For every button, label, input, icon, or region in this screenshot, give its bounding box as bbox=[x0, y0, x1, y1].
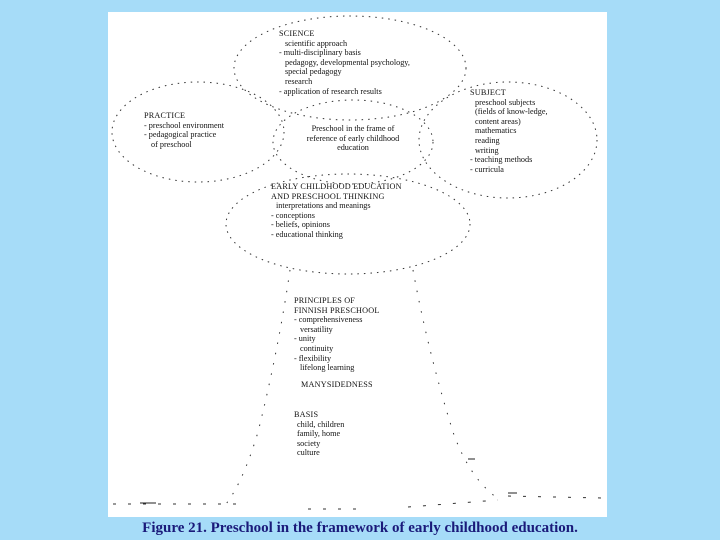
subject-line: mathematics bbox=[475, 126, 517, 136]
practice-line: - pedagogical practice bbox=[144, 130, 217, 140]
center-note-line: reference of early childhood bbox=[306, 133, 400, 143]
science-line: special pedagogy bbox=[285, 67, 342, 77]
principles-line: continuity bbox=[300, 343, 334, 353]
principles-line: - unity bbox=[294, 334, 316, 344]
principles-line: - comprehensiveness bbox=[294, 315, 363, 325]
thinking-line: interpretations and meanings bbox=[276, 201, 371, 211]
science-block bbox=[279, 29, 410, 96]
thinking-line: - educational thinking bbox=[271, 229, 343, 239]
cone-right-line bbox=[413, 270, 500, 500]
basis-heading: BASIS bbox=[294, 410, 319, 419]
basis-line: family, home bbox=[297, 429, 341, 439]
science-line: - application of research results bbox=[279, 86, 382, 96]
basis-line: society bbox=[297, 438, 321, 448]
principles-line: lifelong learning bbox=[300, 363, 355, 373]
center-note-line: education bbox=[337, 143, 369, 153]
practice-block bbox=[144, 111, 224, 149]
science-line: pedagogy, developmental psychology, bbox=[285, 57, 410, 67]
base-line bbox=[113, 496, 603, 509]
thinking-line: - beliefs, opinions bbox=[271, 220, 330, 230]
center-note bbox=[288, 124, 418, 153]
subject-line: - curricula bbox=[470, 164, 504, 174]
basis-line: culture bbox=[297, 448, 320, 458]
principles-heading: FINNISH PRESCHOOL bbox=[294, 305, 380, 315]
subject-line: preschool subjects bbox=[475, 97, 536, 107]
practice-heading: PRACTICE bbox=[144, 111, 186, 120]
many-sidedness-block bbox=[301, 380, 373, 390]
figure-caption: Figure 21. Preschool in the framework of early childhood education. bbox=[142, 520, 578, 536]
practice-line: of preschool bbox=[151, 139, 192, 149]
science-line: research bbox=[285, 76, 313, 86]
cone-left-line bbox=[226, 270, 290, 504]
subject-line: reading bbox=[475, 135, 500, 145]
principles-line: versatility bbox=[300, 324, 333, 334]
science-line: scientific approach bbox=[285, 38, 348, 48]
subject-line: - teaching methods bbox=[470, 155, 533, 165]
principles-heading: PRINCIPLES OF bbox=[294, 296, 356, 305]
many-sidedness-label: MANYSIDEDNESS bbox=[301, 380, 373, 389]
science-heading: SCIENCE bbox=[279, 29, 315, 38]
thinking-block bbox=[271, 182, 402, 240]
thinking-line: - conceptions bbox=[271, 210, 315, 220]
subject-line: (fields of know-ledge, bbox=[475, 107, 548, 117]
center-note-line: Preschool in the frame of bbox=[311, 124, 395, 133]
basis-block bbox=[294, 410, 344, 458]
thinking-heading: AND PRESCHOOL THINKING bbox=[271, 191, 385, 201]
subject-line: writing bbox=[475, 145, 499, 155]
principles-line: - flexibility bbox=[294, 353, 332, 363]
subject-line: content areas) bbox=[475, 116, 521, 126]
thinking-heading: EARLY CHILDHOOD EDUCATION bbox=[271, 182, 402, 191]
basis-line: child, children bbox=[297, 419, 345, 429]
principles-block bbox=[294, 296, 380, 373]
science-line: - multi-disciplinary basis bbox=[279, 48, 361, 58]
subject-heading: SUBJECT bbox=[470, 88, 506, 97]
subject-block bbox=[470, 88, 548, 174]
practice-line: - preschool environment bbox=[144, 120, 225, 130]
diagram-panel bbox=[108, 12, 607, 517]
